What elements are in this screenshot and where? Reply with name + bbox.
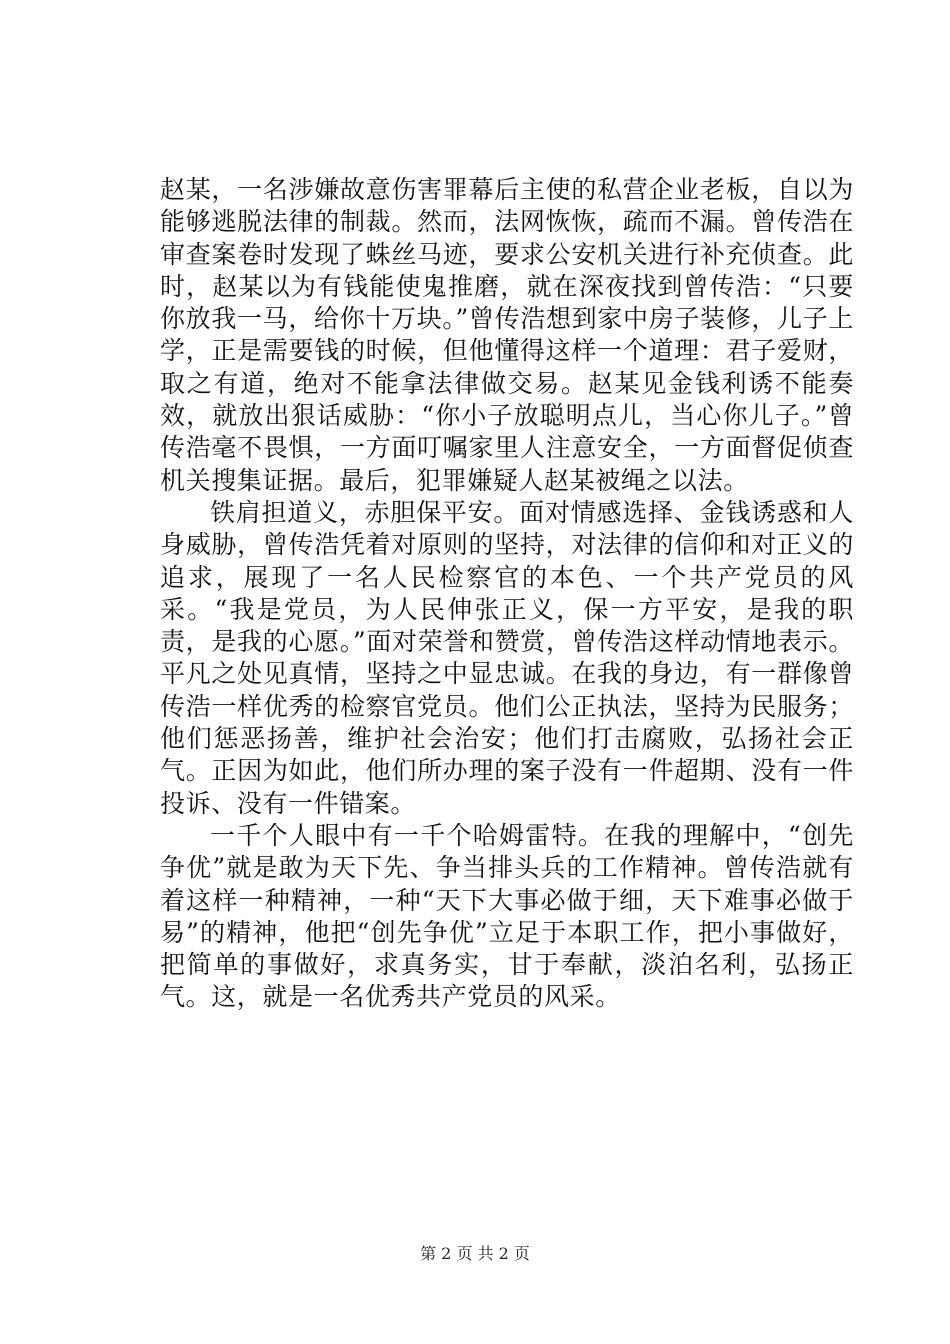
paragraph-2: 铁肩担道义，赤胆保平安。面对情感选择、金钱诱惑和人身威胁，曾传浩凭着对原则的坚持，对法律的信仰和对正义的追求，展现了一名人民检察官的本色、一个共产党员的风采。“我是党员，为人民伸张正义，保一方平安，是我的职责，是我的心愿。”面对荣誉和赞赏，曾传浩这样动情地表示。平凡之处见真情，坚持之中显忠诚。在我的身边，有一群像曾传浩一样优秀的检察官党员。他们公正执法，坚持为民服务；他们惩恶扬善，维护社会治安；他们打击腐败，弘扬社会正气。正因为如此，他们所办理的案子没有一件超期、没有一件投诉、没有一件错案。 — [160, 497, 854, 818]
paragraph-1: 赵某，一名涉嫌故意伤害罪幕后主使的私营企业老板，自以为能够逃脱法律的制裁。然而，法网恢恢，疏而不漏。曾传浩在审查案卷时发现了蛛丝马迹，要求公安机关进行补充侦查。此时，赵某以为有钱能使鬼推磨，就在深夜找到曾传浩：“只要你放我一马，给你十万块。”曾传浩想到家中房子装修，儿子上学，正是需要钱的时候，但他懂得这样一个道理：君子爱财，取之有道，绝对不能拿法律做交易。赵某见金钱利诱不能奏效，就放出狠话威胁：“你小子放聪明点儿，当心你儿子。”曾传浩毫不畏惧，一方面叮嘱家里人注意安全，一方面督促侦查机关搜集证据。最后，犯罪嫌疑人赵某被绳之以法。 — [160, 175, 854, 495]
document-body — [160, 174, 854, 1014]
page-footer: 第 2 页 共 2 页 — [420, 1244, 530, 1263]
paragraph-3: 一千个人眼中有一千个哈姆雷特。在我的理解中，“创先争优”就是敢为天下先、争当排头兵的工作精神。曾传浩就有着这样一种精神，一种“天下大事必做于细，天下难事必做于易”的精神，他把“创先争优”立足于本职工作，把小事做好，把简单的事做好，求真务实，甘于奉献，淡泊名利，弘扬正气。这，就是一名优秀共产党员的风采。 — [160, 820, 854, 1012]
